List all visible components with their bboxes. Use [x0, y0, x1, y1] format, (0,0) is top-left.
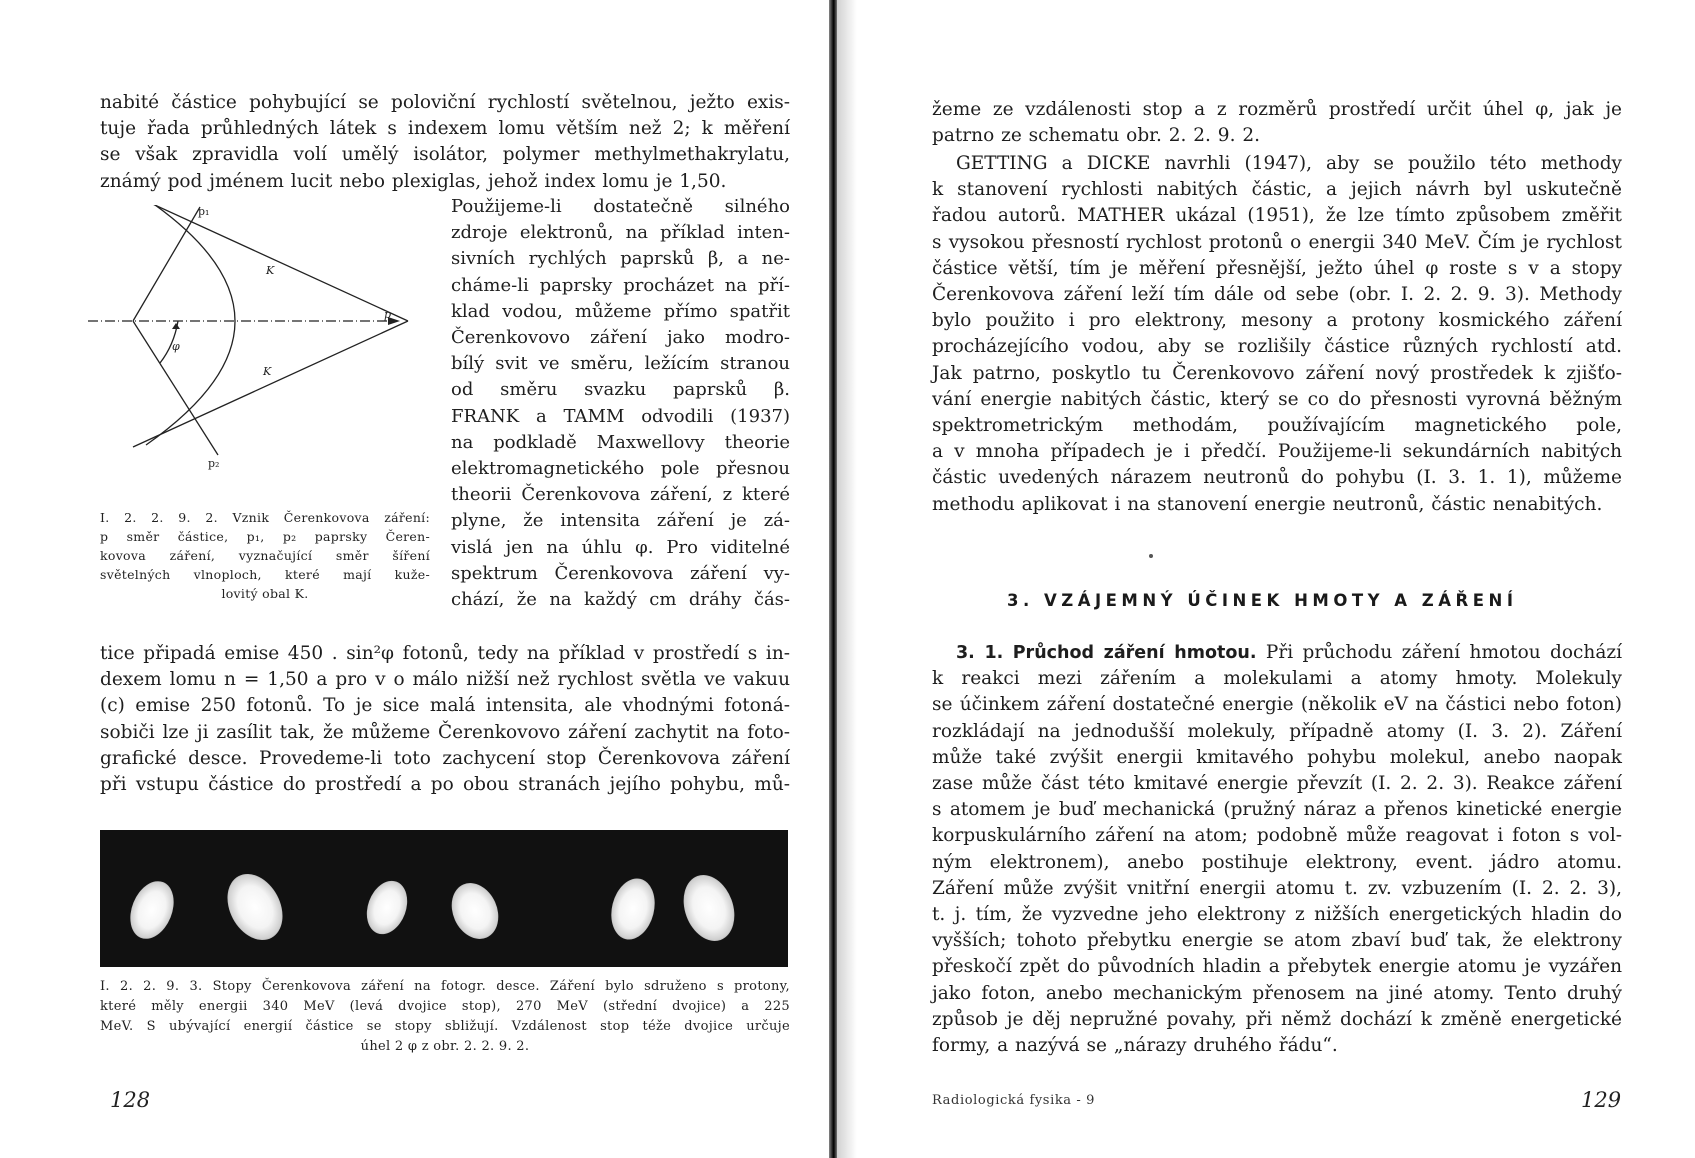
label-p1: p₁ [198, 205, 210, 218]
right-paragraph-1 [932, 97, 1622, 149]
text-line: přeskočí zpět do původních hladin a přebytek energie atomu je vyzářen [932, 956, 1622, 978]
text-line: spektrometrickým methodám, používajícím magnetického pole, [932, 415, 1622, 437]
text-line: chází, že na každý cm dráhy čás- [451, 589, 790, 611]
trace-spot [122, 875, 182, 946]
text-line: sobiči lze ji zasílit tak, že můžeme Čerenkovovo záření zachytit na foto- [100, 721, 790, 743]
text-line: vání energie nabitých částic, který se co do přesnosti vyrovná běžným [932, 388, 1622, 410]
text-line: FRANK a TAMM odvodili (1937) [451, 405, 790, 427]
text-line: s vysokou přesností rychlost protonů o energii 340 MeV. Čím je rychlost [932, 231, 1622, 253]
text-line: procházejícího vodou, aby se rozlišily částice různých rychlostí atd. [932, 336, 1622, 358]
label-phi: φ [172, 340, 180, 353]
caption-line: kovova záření, vyznačující směr šíření [100, 548, 430, 563]
text-line: grafické desce. Provedeme-li toto zachycení stop Čerenkovova záření [100, 747, 790, 769]
text-line: způsob je děj nepružné povahy, při němž dochází k změně energetické [932, 1008, 1622, 1030]
text-line: částice větší, tím je měření přesnější, ježto úhel φ roste s v a stopy [932, 257, 1622, 279]
caption-line: světelných vlnoploch, které mají kuže- [100, 567, 430, 582]
text-line: (c) emise 250 fotonů. To je sice malá intensita, ale vhodnými fotoná- [100, 695, 790, 717]
book-gutter [829, 0, 837, 1158]
label-p: p [384, 308, 392, 321]
text-line: Čerenkovovo záření jako modro- [451, 327, 790, 349]
text-line: GETTING a DICKE navrhli (1947), aby se použilo této methody [956, 153, 1622, 174]
text-line: rozkládají na jednodušší molekuly, případně atomy (I. 3. 2). Záření [932, 720, 1622, 742]
text-segment: Při průchodu záření hmotou dochází [1265, 642, 1623, 663]
text-line: na podkladě Maxwellovy theorie [451, 431, 790, 453]
text-line: ným elektronem), anebo postihuje elektrony, event. jádro atomu. [932, 851, 1622, 873]
angle-arrowhead [172, 323, 180, 329]
label-p2: p₂ [208, 457, 220, 470]
text-line: bílý svit ve směru, ležícím stranou [451, 353, 790, 375]
text-line: od směru svazku paprsků β. [451, 379, 790, 401]
cerenkov-traces-photograph [100, 830, 788, 967]
text-line: a v mnoha případech je i předčí. Použijeme-li sekundárních nabitých [932, 441, 1622, 463]
text-line: při vstupu částice do prostředí a po obou stranách jejího pohybu, mů- [100, 774, 790, 796]
text-line: Záření může zvýšit vnitřní energii atomu t. zv. vzbuzením (I. 2. 2. 3), [932, 877, 1622, 899]
text-line: zase může část této kmitavé energie převzít (I. 2. 2. 3). Reakce záření [932, 773, 1622, 795]
text-line: k stanovení rychlosti nabitých částic, a jejich návrh byl uskutečně [932, 179, 1622, 201]
figure-2-caption [100, 977, 790, 1057]
text-line: vyšších; tohoto přebytku energie se atom zbaví buď tak, že elektrony [932, 930, 1622, 952]
running-footer: Radiologická fysika - 9 [932, 1093, 1095, 1108]
left-paragraph-3 [100, 641, 790, 798]
right-page [837, 0, 1695, 1158]
text-line: tuje řada průhledných látek s indexem lomu větším než 2; k měření [100, 118, 790, 140]
figure-1-caption [100, 508, 430, 603]
trace-spot [675, 868, 743, 948]
caption-line: p směr částice, p₁, p₂ paprsky Čeren- [100, 529, 430, 544]
text-line: bylo použito i pro elektrony, mesony a protony kosmického záření [932, 310, 1622, 332]
text-line: Použijeme-li dostatečně silného [451, 196, 790, 217]
caption-line: které měly energii 340 MeV (levá dvojice stop), 270 MeV (střední dvojice) a 225 [100, 999, 790, 1014]
trace-spot [605, 874, 661, 944]
text-line: Jak patrno, poskytlo tu Čerenkovovo záření nový prostředek k zjišťo- [932, 362, 1622, 384]
caption-line: MeV. S ubývající energií částice se stopy sbližují. Vzdálenost stop téže dvojice určuje [100, 1019, 790, 1034]
text-line [932, 640, 1622, 666]
text-line: dexem lomu n = 1,50 a pro v o málo nižší než rychlost světla ve vakuu [100, 669, 790, 691]
left-paragraph-2-column [451, 194, 790, 613]
subsection-number: 3. 1. [956, 643, 1004, 663]
trace-spot [216, 864, 293, 949]
text-line: elektromagnetického pole přesnou [451, 458, 790, 480]
text-line: zdroje elektronů, na příklad inten- [451, 222, 790, 244]
text-line: klad vodou, můžeme přímo spatřit [451, 300, 790, 322]
text-line: Čerenkovova záření leží tím dále od sebe (obr. I. 2. 2. 9. 3). Methody [932, 284, 1622, 306]
caption-line: I. 2. 2. 9. 2. Vznik Čerenkovova záření: [100, 510, 430, 525]
subsection-title: Průchod záření hmotou. [1012, 643, 1257, 663]
ray-p1 [133, 207, 200, 321]
text-line: jako foton, anebo mechanickým přenosem na jiné atomy. Tento druhý [932, 982, 1622, 1004]
print-speck [1149, 554, 1153, 558]
cerenkov-cone-diagram [88, 205, 423, 500]
left-page [0, 0, 829, 1158]
caption-line: úhel 2 φ z obr. 2. 2. 9. 2. [360, 1039, 530, 1054]
text-line: se však zpravidla volí umělý isolátor, polymer methylmethakrylatu, [100, 144, 790, 166]
page-number-left: 128 [110, 1088, 151, 1112]
text-line: žeme ze vzdálenosti stop a z rozměrů prostředí určit úhel φ, jak je [932, 99, 1622, 120]
text-line: známý pod jménem lucit nebo plexiglas, jehož index lomu je 1,50. [100, 170, 727, 192]
text-line: korpuskulárního záření na atom; podobně může reagovat i foton s vol- [932, 825, 1622, 847]
text-line: řadou autorů. MATHER ukázal (1951), že lze tímto způsobem změřit [932, 205, 1622, 227]
trace-spot [443, 876, 507, 947]
cone-line-upper [133, 205, 408, 321]
text-line: formy, a nazývá se „nárazy druhého řádu“. [932, 1035, 1338, 1057]
text-line: cháme-li paprsky procházet na pří- [451, 274, 790, 296]
text-line: s atomem je buď mechanická (pružný náraz a přenos kinetické energie [932, 799, 1622, 821]
text-line: spektrum Čerenkovova záření vy- [451, 562, 790, 584]
text-line: tice připadá emise 450 . sin²φ fotonů, tedy na příklad v prostředí s in- [100, 643, 790, 664]
left-paragraph-1 [100, 90, 790, 195]
text-line: methodu aplikovat i na stanovení energie neutronů, částic nenabitých. [932, 493, 1603, 515]
text-line: plyne, že intensita záření je zá- [451, 510, 790, 532]
text-line: patrno ze schematu obr. 2. 2. 9. 2. [932, 125, 1260, 147]
wavefront-arc [146, 205, 235, 445]
text-line: sivních rychlých paprsků β, a ne- [451, 248, 790, 270]
text-line: může také zvýšit energii kmitavého pohybu molekul, anebo naopak [932, 746, 1622, 768]
right-paragraph-2 [932, 151, 1622, 518]
text-line: vislá jen na úhlu φ. Pro viditelné [451, 536, 790, 558]
page-number-right: 129 [1581, 1088, 1622, 1112]
text-line: theorii Čerenkovova záření, z které [451, 484, 790, 506]
text-line: nabité částice pohybující se poloviční rychlostí světelnou, ježto exis- [100, 92, 790, 113]
text-line: t. j. tím, že vyzvedne jeho elektrony z nižších energetických hladin do [932, 904, 1622, 926]
caption-line: lovitý obal K. [221, 586, 309, 601]
caption-line: I. 2. 2. 9. 3. Stopy Čerenkovova záření na fotogr. desce. Záření bylo sdruženo s protony, [100, 979, 790, 994]
trace-spot [360, 875, 415, 940]
right-paragraph-3 [932, 640, 1622, 1059]
text-line: se účinkem záření dostatečné energie (několik eV na částici nebo foton) [932, 694, 1622, 716]
text-line: k reakci mezi zářením a molekulami a atomy hmoty. Molekuly [932, 668, 1622, 690]
section-heading: 3. VZÁJEMNÝ ÚČINEK HMOTY A ZÁŘENÍ [1007, 591, 1518, 610]
label-k-lower: K [263, 365, 272, 378]
text-line: částic uvedených nárazem neutronů do pohybu (I. 3. 1. 1), můžeme [932, 467, 1622, 489]
label-k-upper: K [266, 264, 275, 277]
